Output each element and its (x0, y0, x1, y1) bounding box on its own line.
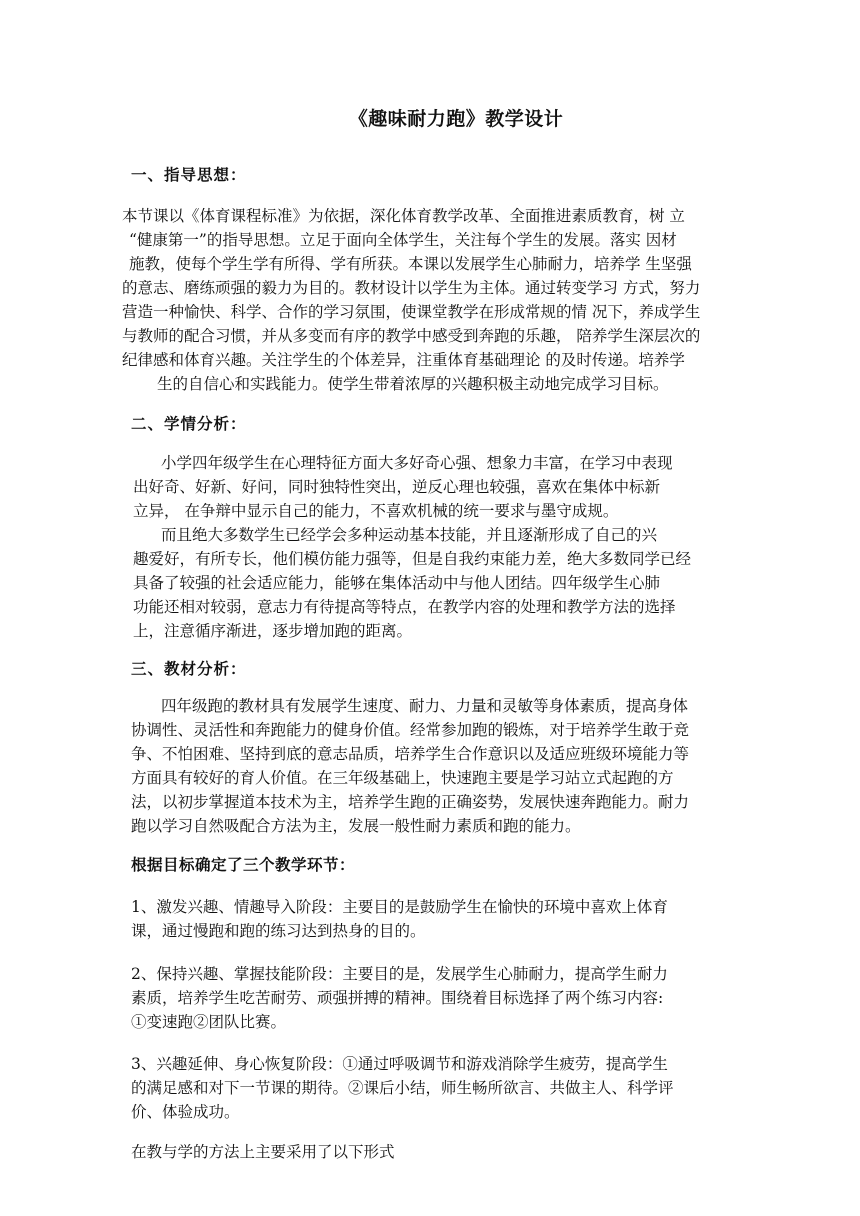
document-title: 《趣味耐力跑》教学设计 (348, 108, 564, 130)
paragraph-line: 与教师的配合习惯，并从多变而有序的教学中感受到奔跑的乐趣， 陪养学生深层次的 (122, 327, 701, 345)
paragraph-line: 争、不怕困难、坚持到底的意志品质，培养学生合作意识以及适应班级环境能力等 (131, 745, 690, 763)
list-item-stage-1: 1、激发兴趣、情趣导入阶段：主要目的是鼓励学生在愉快的环境中喜欢上体育 (131, 898, 668, 916)
list-item-stage-2: ①变速跑②团队比赛。 (131, 1013, 287, 1031)
paragraph-line: 营造一种愉快、科学、合作的学习氛围，使课堂教学在形成常规的情 况下，养成学生 (122, 303, 701, 321)
paragraph-line: 小学四年级学生在心理特征方面大多好奇心强、想象力丰富，在学习中表现 (161, 454, 673, 472)
paragraph-line: 施教，使每个学生学有所得、学有所获。本课以发展学生心肺耐力，培养学 生坚强 (129, 255, 692, 273)
paragraph-line: 出好奇、好新、好问，同时独特性突出，逆反心理也较强，喜欢在集体中标新 (133, 478, 661, 496)
section-heading-teaching-stages: 根据目标确定了三个教学环节： (131, 855, 356, 874)
paragraph-line: 跑以学习自然吸配合方法为主，发展一般性耐力素质和跑的能力。 (131, 817, 581, 835)
paragraph-line: 法，以初步掌握道本技术为主，培养学生跑的正确姿势，发展快速奔跑能力。耐力 (131, 793, 690, 811)
list-item-stage-1: 课，通过慢跑和跑的练习达到热身的目的。 (131, 922, 426, 940)
list-item-stage-3: 价、体验成功。 (131, 1103, 240, 1121)
paragraph-line: 而且绝大多数学生已经学会多种运动基本技能，并且逐渐形成了自己的兴 (161, 526, 658, 544)
paragraph-line: 功能还相对较弱，意志力有待提高等特点，在教学内容的处理和教学方法的选择 (133, 598, 676, 616)
paragraph-line: 上，注意循序渐进，逐步增加跑的距离。 (133, 622, 413, 640)
paragraph-line: 生的自信心和实践能力。使学生带着浓厚的兴趣积极主动地完成学习目标。 (157, 375, 669, 393)
list-item-stage-3: 的满足感和对下一节课的期待。②课后小结，师生畅所欲言、共做主人、科学评 (131, 1079, 674, 1097)
paragraph-line: 本节课以《体育课程标准》为依据，深化体育教学改革、全面推进素质教育，树 立 (122, 207, 685, 225)
list-item-stage-2: 2、保持兴趣、掌握技能阶段：主要目的是，发展学生心肺耐力，提高学生耐力 (131, 965, 668, 983)
paragraph-line: 趣爱好，有所专长，他们模仿能力强等，但是自我约束能力差，绝大多数同学已经 (133, 550, 692, 568)
list-item-stage-2: 素质，培养学生吃苦耐劳、顽强拼搏的精神。围绕着目标选择了两个练习内容: (131, 989, 664, 1007)
paragraph-line: 立异， 在争辩中显示自己的能力，不喜欢机械的统一要求与墨守成规。 (133, 502, 619, 520)
section-heading-guiding-ideology: 一、指导思想： (131, 165, 247, 184)
list-item-stage-3: 3、兴趣延伸、身心恢复阶段：①通过呼吸调节和游戏消除学生疲劳，提高学生 (131, 1055, 668, 1073)
paragraph-line: 四年级跑的教材具有发展学生速度、耐力、力量和灵敏等身体素质，提高身体 (161, 697, 689, 715)
paragraph-line: 具备了较强的社会适应能力，能够在集体活动中与他人团结。四年级学生心肺 (133, 574, 661, 592)
section-heading-material-analysis: 三、教材分析： (131, 659, 247, 678)
section-heading-learner-analysis: 二、学情分析： (131, 414, 247, 433)
paragraph-line: 纪律感和体育兴趣。关注学生的个体差异，注重体育基础理论 的及时传递。培养学 (122, 351, 685, 369)
paragraph-line: 协调性、灵活性和奔跑能力的健身价值。经常参加跑的锻炼，对于培养学生敢于竞 (131, 721, 690, 739)
paragraph-line: 的意志、磨练顽强的毅力为目的。教材设计以学生为主体。通过转变学习 方式，努力 (122, 279, 701, 297)
paragraph-line: 方面具有较好的育人价值。在三年级基础上，快速跑主要是学习站立式起跑的方 (131, 769, 674, 787)
paragraph-line: “健康第一”的指导思想。立足于面向全体学生，关注每个学生的发展。落实 因材 (129, 231, 677, 249)
closing-line: 在教与学的方法上主要采用了以下形式 (131, 1143, 395, 1161)
